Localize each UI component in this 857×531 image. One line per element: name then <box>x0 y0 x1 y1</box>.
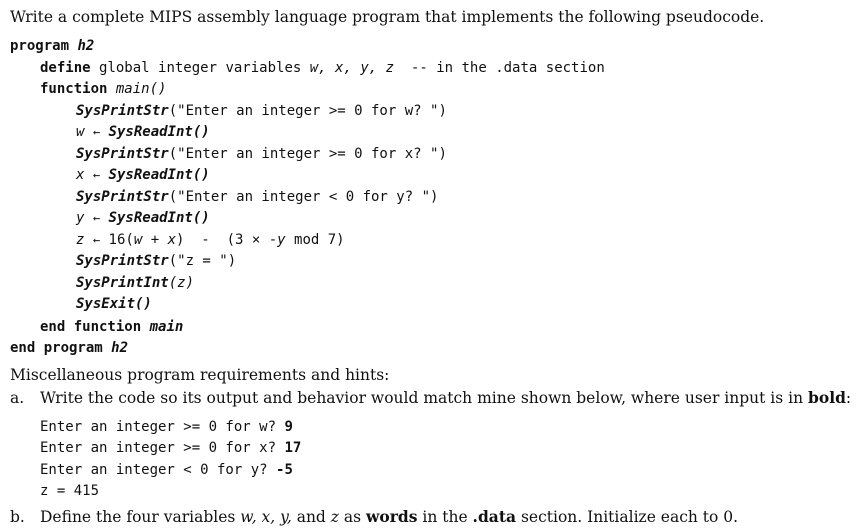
define-line <box>40 59 605 77</box>
end-function-line: end function main <box>40 319 184 335</box>
program-line <box>10 37 94 55</box>
assign-arrow-icon: ← <box>92 125 101 139</box>
function-keyword: function <box>40 81 108 97</box>
print-z-value-line: SysPrintInt(z) <box>76 275 195 291</box>
function-name: main() <box>115 81 167 97</box>
exit-line: SysExit() <box>76 296 152 312</box>
assign-arrow-icon: ← <box>92 211 101 225</box>
program-keyword: program <box>10 38 70 54</box>
item-b-text: Define the four variables w, x, y, and z as words in the .data section. Initialize each to 0. <box>40 507 739 526</box>
print-x-line: SysPrintStr("Enter an integer >= 0 for x? ") <box>76 146 447 162</box>
define-text: global integer variables <box>99 60 302 76</box>
item-a-text: Write the code so its output and behavior would match mine shown below, where user input is in bold: <box>40 388 852 407</box>
read-w-line: w ← SysReadInt() <box>76 124 210 140</box>
print-y-line: SysPrintStr("Enter an integer < 0 for y? ") <box>76 189 439 205</box>
end-program-line: end program h2 <box>10 340 129 356</box>
misc-heading: Miscellaneous program requirements and hints: <box>10 366 390 384</box>
function-line <box>40 80 166 98</box>
item-b-marker: b. <box>10 508 25 526</box>
read-x-line: x ← SysReadInt() <box>76 167 210 183</box>
sample-output-line: Enter an integer >= 0 for w? 9 <box>40 419 293 435</box>
define-keyword: define <box>40 60 91 76</box>
sample-output-line: Enter an integer >= 0 for x? 17 <box>40 440 302 456</box>
item-a-marker: a. <box>10 389 25 407</box>
print-w-line: SysPrintStr("Enter an integer >= 0 for w? ") <box>76 103 447 119</box>
sample-output-line: z = 415 <box>40 483 100 499</box>
assign-arrow-icon: ← <box>92 168 101 182</box>
intro-text: Write a complete MIPS assembly language program that implements the following pseudocode. <box>10 8 765 26</box>
print-z-label-line: SysPrintStr("z = ") <box>76 253 237 269</box>
program-name: h2 <box>77 38 95 54</box>
compute-z-line: z ← 16(w + x) - (3 × -y mod 7) <box>76 232 345 248</box>
read-y-line: y ← SysReadInt() <box>76 210 210 226</box>
define-vars: w, x, y, z <box>309 60 395 76</box>
sample-output-line: Enter an integer < 0 for y? -5 <box>40 462 293 478</box>
assign-arrow-icon: ← <box>92 233 101 247</box>
define-comment: -- in the .data section <box>410 60 605 76</box>
